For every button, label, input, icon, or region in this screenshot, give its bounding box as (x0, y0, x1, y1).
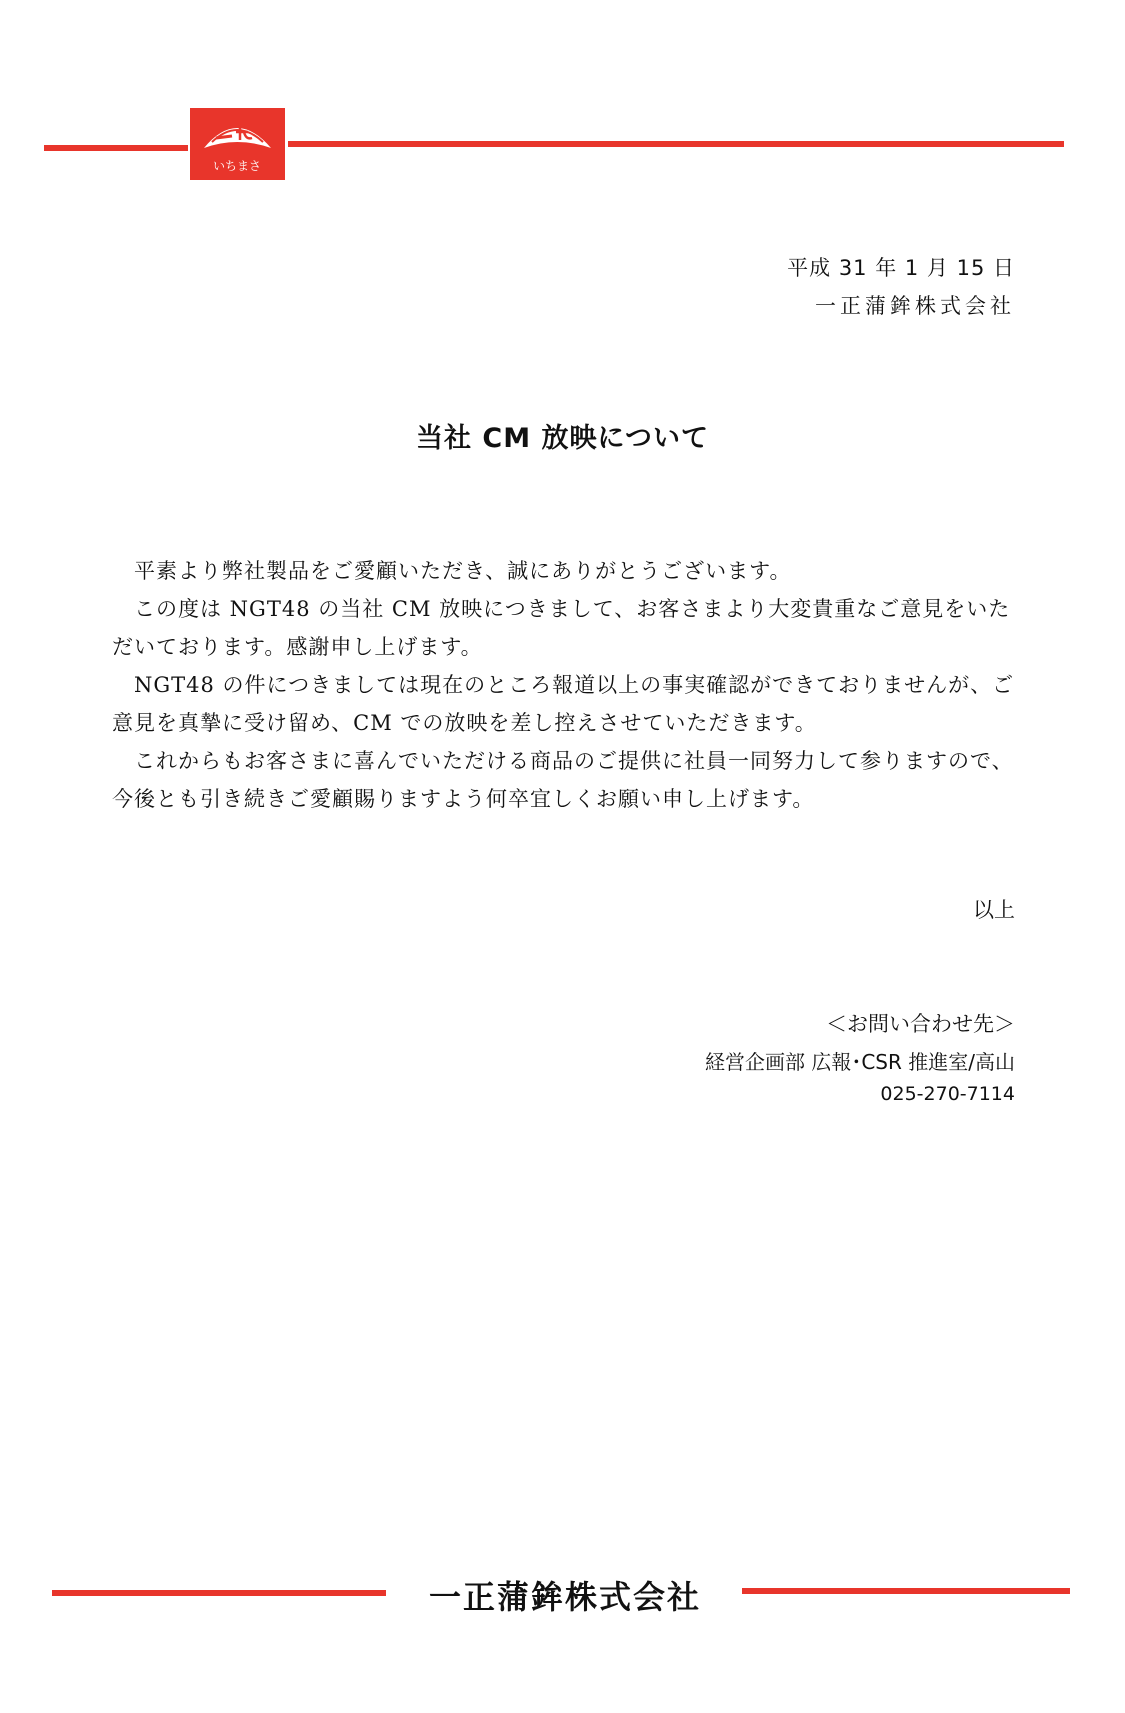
header-rule-left (44, 145, 188, 151)
body-paragraph: この度は NGT48 の当社 CM 放映につきまして、お客さまより大変貴重なご意見をいただいております。感謝申し上げます。 (112, 597, 1011, 659)
fan-logo-icon (190, 108, 285, 180)
header-rule-right (288, 141, 1064, 147)
sender-company: 一正蒲鉾株式会社 (815, 294, 1015, 318)
contact-phone: 025-270-7114 (880, 1083, 1015, 1105)
contact-department: 経営企画部 広報･CSR 推進室/高山 (704, 1050, 1015, 1074)
body-paragraph: これからもお客さまに喜んでいただける商品のご提供に社員一同努力して参りますので、今後とも引き続きご愛顧賜りますよう何卒宜しくお願い申し上げます。 (112, 749, 1014, 811)
footer-rule-right (742, 1588, 1070, 1594)
closing-word: 以上 (973, 898, 1015, 922)
footer-rule-left (52, 1590, 386, 1596)
body-paragraph: 平素より弊社製品をご愛顧いただき、誠にありがとうございます。 (134, 559, 792, 583)
footer-company-name: 一正蒲鉾株式会社 (428, 1578, 701, 1616)
body-paragraph: NGT48 の件につきましては現在のところ報道以上の事実確認ができておりませんが、ご意見を真摯に受け留め、CM での放映を差し控えさせていただきます。 (112, 673, 1015, 735)
contact-heading: ＜お問い合わせ先＞ (826, 1012, 1015, 1036)
letter-body (112, 552, 1018, 818)
company-logo (190, 108, 285, 180)
logo-text: いちまさ (212, 159, 262, 173)
page-title: 当社 CM 放映について (416, 423, 709, 454)
letter-date: 平成 31 年 1 月 15 日 (787, 256, 1015, 280)
